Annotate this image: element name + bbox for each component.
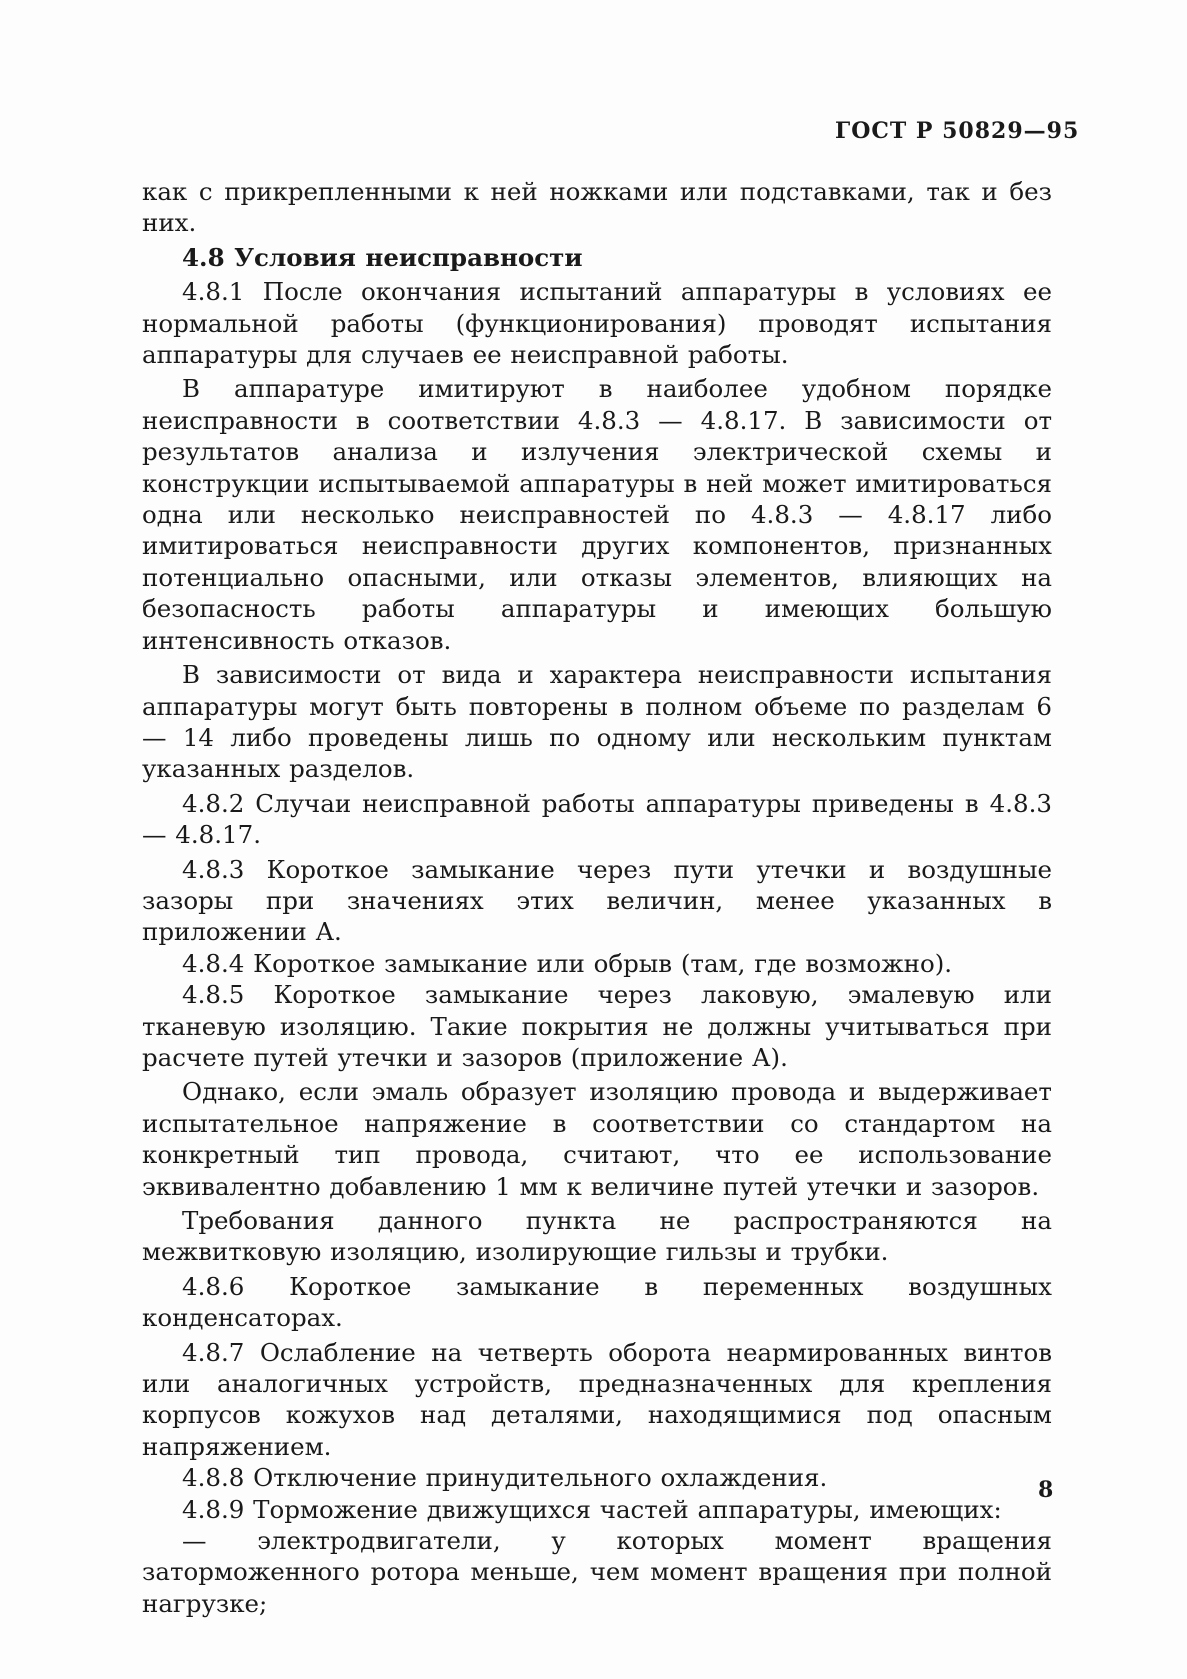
paragraph-4-8-9: 4.8.9 Торможение движущихся частей аппаратуры, имеющих: — [182, 1494, 1002, 1524]
paragraph-repeat-tests: В зависимости от вида и характера неисправности испытания аппаратуры могут быть повторены в полном объеме по разделам 6 — 14 либо проведены лишь по одному или нескольким пунктам указанных разделов. — [142, 660, 1052, 784]
paragraph-list-item-motors: — электродвигатели, у которых момент вращения заторможенного ротора меньше, чем момент вращения при полной нагрузке; — [142, 1526, 1052, 1618]
paragraph-continuation: как с прикрепленными к ней ножками или подставками, так и без них. — [142, 177, 1052, 238]
body-text — [142, 176, 1052, 1619]
paragraph-enamel-insulation: Однако, если эмаль образует изоляцию провода и выдерживает испытательное напряжение в соответствии со стандартом на конкретный тип провода, считают, что ее использование эквивалентно добавлению 1 мм к величине путей утечки и зазоров. — [142, 1077, 1052, 1201]
paragraph-requirements-exclusion: Требования данного пункта не распространяются на межвитковую изоляцию, изолирующие гильзы и трубки. — [142, 1206, 1052, 1267]
paragraph-4-8-3: 4.8.3 Короткое замыкание через пути утечки и воздушные зазоры при значениях этих величин, менее указанных в приложении А. — [142, 854, 1052, 947]
document-code-header: ГОСТ Р 50829—95 — [835, 118, 1080, 144]
paragraph-4-8-8: 4.8.8 Отключение принудительного охлаждения. — [182, 1463, 828, 1493]
paragraph-4-8-6: 4.8.6 Короткое замыкание в переменных воздушных конденсаторах. — [142, 1271, 1052, 1333]
paragraph-4-8-1: 4.8.1 После окончания испытаний аппаратуры в условиях ее нормальной работы (функционирования) проводят испытания аппаратуры для случаев ее неисправной работы. — [142, 277, 1052, 370]
page-number: 8 — [1038, 1477, 1054, 1503]
paragraph-4-8-2: 4.8.2 Случаи неисправной работы аппаратуры приведены в 4.8.3 — 4.8.17. — [142, 788, 1052, 850]
paragraph-fault-simulation: В аппаратуре имитируют в наиболее удобном порядке неисправности в соответствии 4.8.3 — 4.8.17. В зависимости от результатов анализа и излучения электрической схемы и конструкции испытываемой аппаратуры в ней может имитироваться одна или несколько неисправностей по 4.8.3 — 4.8.17 либо имитироваться неисправности других компонентов, признанных потенциально опасными, или отказы элементов, влияющих на безопасность работы аппаратуры и имеющих большую интенсивность отказов. — [142, 374, 1052, 655]
section-heading-4-8: 4.8 Условия неисправности — [182, 242, 583, 272]
paragraph-4-8-5: 4.8.5 Короткое замыкание через лаковую, эмалевую или тканевую изоляцию. Такие покрытия не должны учитываться при расчете путей утечки и зазоров (приложение А). — [142, 980, 1052, 1072]
paragraph-4-8-7: 4.8.7 Ослабление на четверть оборота неармированных винтов или аналогичных устройств, предназначенных для крепления корпусов кожухов над деталями, находящимися под опасным напряжением. — [142, 1337, 1052, 1461]
paragraph-4-8-4: 4.8.4 Короткое замыкание или обрыв (там, где возможно). — [182, 948, 953, 978]
